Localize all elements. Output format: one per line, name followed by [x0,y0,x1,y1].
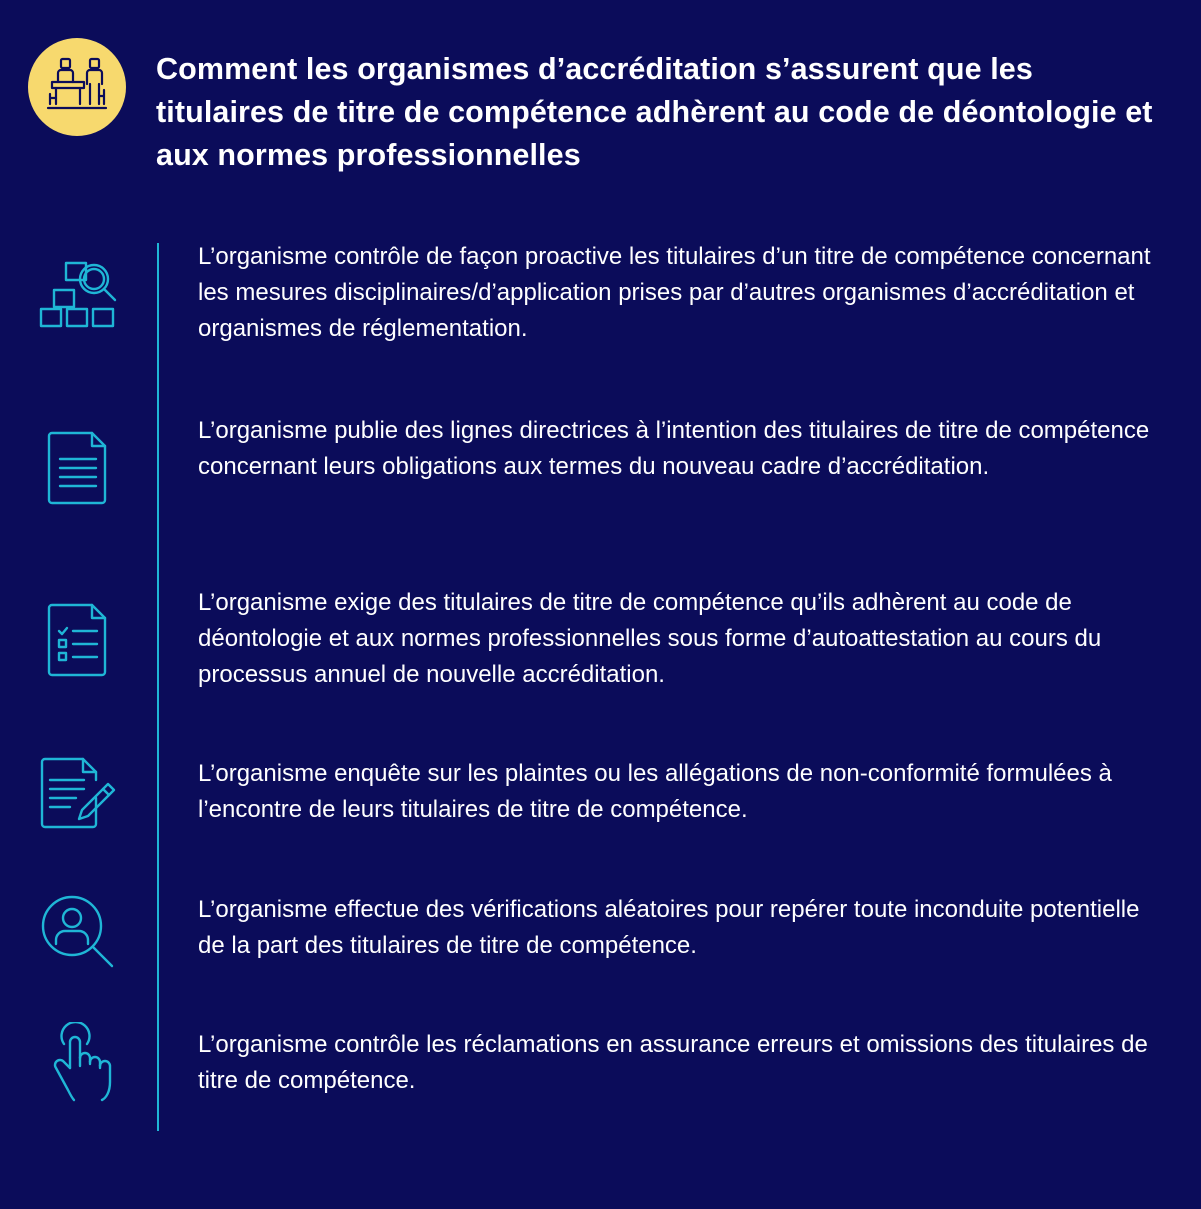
list-item-text: L’organisme effectue des vérifications aléatoires pour repérer toute inconduite potentielle de la part des titulaires de titre de compétence. [198,896,1140,959]
list-item-text: L’organisme exige des titulaires de titre de compétence qu’ils adhèrent au code de déontologie et aux normes professionnelles sous forme d’autoattestation au cours du processus annuel de nouvelle accréditation. [198,589,1102,688]
list-item-text: L’organisme contrôle les réclamations en assurance erreurs et omissions des titulaires de titre de compétence. [198,1031,1148,1094]
touch-hand-icon [38,1022,118,1102]
list-item-text: L’organisme publie des lignes directrices à l’intention des titulaires de titre de compétence concernant leurs obligations aux termes du nouveau cadre d’accréditation. [198,417,1150,480]
meeting-people-icon [28,38,126,136]
search-blocks-icon [38,253,118,333]
list-item-text: L’organisme enquête sur les plaintes ou les allégations de non-conformité formulées à l’encontre de leurs titulaires de titre de compétence. [198,760,1112,823]
checklist-icon [38,600,118,680]
document-edit-icon [38,754,118,834]
list-item-text: L’organisme contrôle de façon proactive les titulaires d’un titre de compétence concernant les mesures disciplinaires/d’application prises par d’autres organismes d’accréditation et organismes de réglementation. [198,243,1151,342]
person-search-icon [38,892,118,972]
document-icon [38,428,118,508]
vertical-divider [157,243,159,1131]
page-title: Comment les organismes d’accréditation s’assurent que les titulaires de titre de compétence adhèrent au code de déontologie et aux normes professionnelles [156,52,1153,172]
